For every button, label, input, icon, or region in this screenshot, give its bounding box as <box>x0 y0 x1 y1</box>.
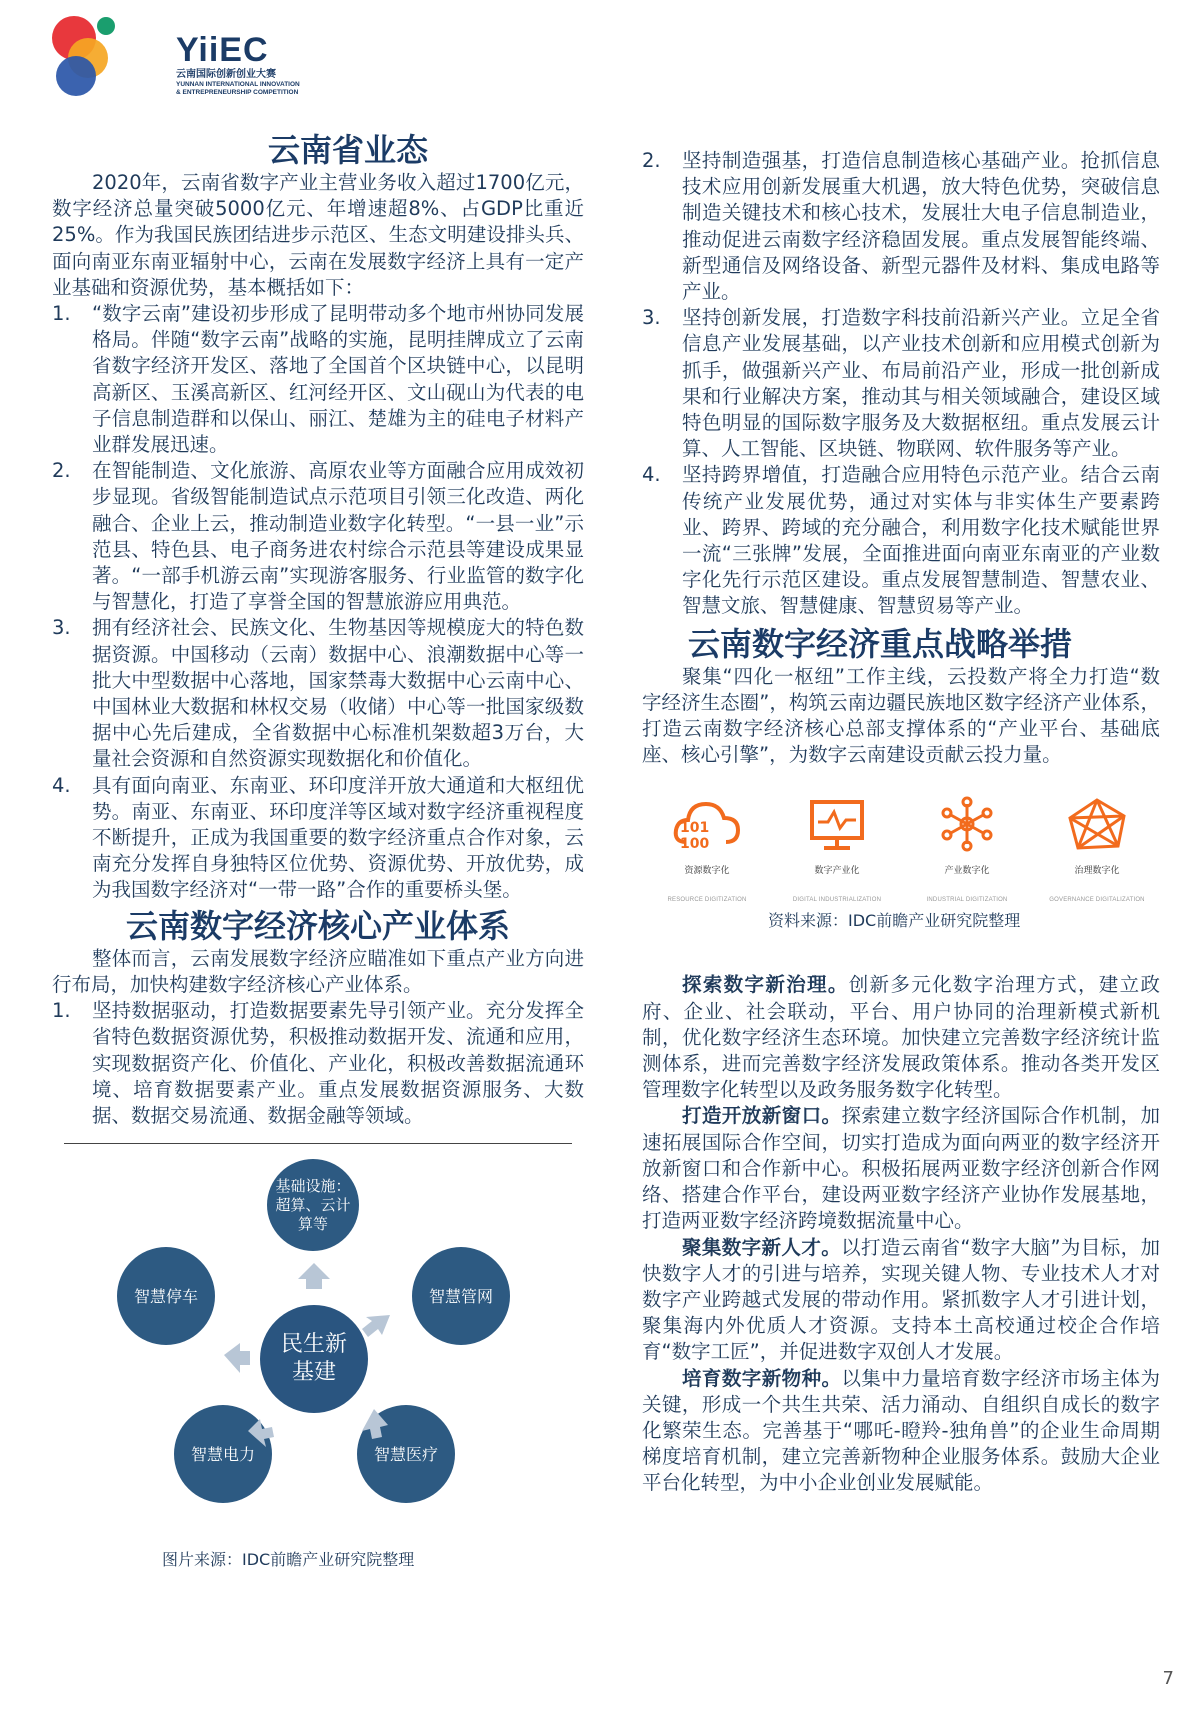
section2-list <box>52 998 584 1129</box>
measure-paragraph: 打造开放新窗口。探索建立数字经济国际合作机制，加速拓展国际合作空间，切实打造成为面向两亚的数字经济开放新窗口和合作新中心。积极拓展两亚数字经济创新合作网络、搭建合作平台，建设两亚数字经济产业协作发展基地，打造两亚数字经济跨境数据流量中心。 <box>642 1104 1160 1233</box>
arrow-upright-icon <box>362 1315 390 1337</box>
section2-intro: 整体而言，云南发展数字经济应瞄准如下重点产业方向进行布局，加快构建数字经济核心产业体系。 <box>52 946 584 996</box>
icons-source: 资料来源：IDC前瞻产业研究院整理 <box>768 911 1021 931</box>
logo-mark-icon <box>48 14 128 100</box>
logo-cn-name: 云南国际创新创业大赛 <box>176 69 276 80</box>
list-item: 3. 坚持创新发展，打造数字科技前沿新兴产业。立足全省信息产业发展基础，以产业技术创新和应用模式创新为抓手，做强新兴产业、布局前沿产业，形成一批创新成果和行业解决方案，推动其与相关领域融合，建设区域特色明显的国际数字服务及大数据枢纽。重点发展云计算、人工智能、区块链、物联网、软件服务等产业。 <box>642 306 1160 461</box>
diagram-node-pipe-network: 智慧管网 <box>412 1247 510 1345</box>
arrow-downleft-icon <box>248 1419 274 1447</box>
icon-item-governance <box>1032 796 1162 912</box>
arrow-downright-icon <box>362 1409 388 1439</box>
list-item: 2. 坚持制造强基，打造信息制造核心基础产业。抢抓信息技术应用创新发展重大机遇，放大特色优势，突破信息制造关键技术和核心技术，发展壮大电子信息制造业，推动促进云南数字经济稳固发展。重点发展智能终端、新型通信及网络设备、新型元器件及材料、集成电路等产业。 <box>642 149 1160 304</box>
measure-paragraph: 探索数字新治理。创新多元化数字治理方式，建立政府、企业、社会联动，平台、用户协同的治理新模式新机制，优化数字经济生态环境。加快建立完善数字经济统计监测体系，进而完善数字经济发展政策体系。推动各类开发区管理数字化转型以及政务服务数字化转型。 <box>642 973 1160 1102</box>
icon-item-industry-digital <box>902 796 1032 912</box>
diagram-node-parking: 智慧停车 <box>117 1247 215 1345</box>
logo-text <box>176 32 306 97</box>
diagram-node-healthcare: 智慧医疗 <box>357 1405 455 1503</box>
list-item: 4. 坚持跨界增值，打造融合应用特色示范产业。结合云南传统产业发展优势，通过对实体与非实体生产要素跨业、跨界、跨域的充分融合，利用数字化技术赋能世界一流“三张牌”发展，全面推进面向南亚东南亚的产业数字化先行示范区建设。重点发展智慧制造、智慧农业、智慧文旅、智慧健康、智慧贸易等产业。 <box>642 463 1160 618</box>
left-column <box>52 130 584 1577</box>
list-item: 3. 拥有经济社会、民族文化、生物基因等规模庞大的特色数据资源。中国移动（云南）数据中心、浪潮数据中心等一批大中型数据中心落地，国家禁毒大数据中心云南中心、中国林业大数据和林权交易（收储）中心等一批国家级数据中心先后建成，全省数据中心标准机架数超3万台，大量社会资源和自然资源实现数据化和价值化。 <box>52 616 584 771</box>
icon-label-en: GOVERNANCE DIGITALIZATION <box>1049 896 1145 903</box>
list-item: 2. 在智能制造、文化旅游、高原农业等方面融合应用成效初步显现。省级智能制造试点示范项目引领三化改造、两化融合、企业上云，推动制造业数字化转型。“一县一业”示范县、特色县、电子商务进农村综合示范县等建设成果显著。“一部手机游云南”实现游客服务、行业监管的数字化与智慧化，打造了享誉全国的智慧旅游应用典范。 <box>52 459 584 614</box>
icon-label-en: DIGITAL INDUSTRIALIZATION <box>792 896 882 903</box>
section-title-yunnan-industry: 云南省业态 <box>267 131 428 169</box>
section-title-strategy: 云南数字经济重点战略举措 <box>688 624 1073 663</box>
page-number: 7 <box>1162 1668 1174 1689</box>
list-item: 1. 坚持数据驱动，打造数据要素先导引领产业。充分发挥全省特色数据资源优势，积极推动数据开发、流通和应用，实现数据资产化、价值化、产业化，积极改善数据流通环境、培育数据要素产业。重点发展数据资源服务、大数据、数据交易流通、数据金融等领域。 <box>52 999 584 1127</box>
icon-label-cn: 治理数字化 <box>1074 866 1120 877</box>
diagram-node-infrastructure: 基础设施：超算、云计算等 <box>267 1159 359 1251</box>
section2-list-continued <box>642 148 1160 620</box>
diagram-arrows <box>52 1137 584 1577</box>
icon-label-en: RESOURCE DIGITIZATION <box>667 896 747 903</box>
logo-brand: YiiEC <box>176 31 269 69</box>
icon-label-cn: 资源数字化 <box>684 866 730 877</box>
infrastructure-diagram <box>52 1137 584 1577</box>
arrow-left-icon <box>224 1343 250 1373</box>
diagram-center-node: 民生新基建 <box>260 1305 368 1413</box>
right-column <box>642 148 1160 1497</box>
diagram-node-power: 智慧电力 <box>174 1405 272 1503</box>
list-item: 1. “数字云南”建设初步形成了昆明带动多个地市州协同发展格局。伴随“数字云南”战略的实施，昆明挂牌成立了云南省数字经济开发区、落地了全国首个区块链中心，以昆明高新区、玉溪高新区、红河经开区、文山砚山为代表的电子信息制造群和以保山、丽江、楚雄为主的硅电子材料产业群发展迅速。 <box>52 302 584 457</box>
data-resource-icon <box>672 796 742 852</box>
governance-icon <box>1062 796 1132 852</box>
icon-label-en: INDUSTRIAL DIGITIZATION <box>926 896 1008 903</box>
svg-text:101: 101 <box>680 820 710 837</box>
section1-list <box>52 301 584 904</box>
icon-label-cn: 产业数字化 <box>944 866 990 877</box>
measure-paragraph: 培育数字新物种。以集中力量培育数字经济市场主体为关键，形成一个共生共荣、活力涌动、自组织自成长的数字化繁荣生态。完善基于“哪吒-瞪羚-独角兽”的企业生命周期梯度培育机制，建立完善新物种企业服务体系。鼓励大企业平台化转型，为中小企业创业发展赋能。 <box>642 1366 1160 1495</box>
arrow-up-icon <box>298 1263 330 1289</box>
logo-en-name: YUNNAN INTERNATIONAL INNOVATION & ENTREPRENEURSHIP COMPETITION <box>176 81 300 96</box>
svg-text:100: 100 <box>680 836 710 853</box>
industry-digital-icon <box>932 796 1002 852</box>
icon-label-cn: 数字产业化 <box>814 866 860 877</box>
measure-paragraph: 聚集数字新人才。以打造云南省“数字大脑”为目标，加快数字人才的引进与培养，实现关键人物、专业技术人才对数字产业跨越式发展的带动作用。紧抓数字人才引进计划，聚集海内外优质人才资源。支持本土高校通过校企合作培育“数字工匠”，并促进数字双创人才发展。 <box>642 1235 1160 1364</box>
section-title-core-industry: 云南数字经济核心产业体系 <box>125 906 510 945</box>
measures-list <box>642 972 1160 1496</box>
icon-item-resource <box>642 796 772 912</box>
section3-intro: 聚集“四化一枢纽”工作主线，云投数产将全力打造“数字经济生态圈”，构筑云南边疆民族地区数字经济产业体系，打造云南数字经济核心总部支撑体系的“产业平台、基础底座、核心引擎”，为数字云南建设贡献云投力量。 <box>642 664 1160 767</box>
icon-item-digital-industry <box>772 796 902 912</box>
digitization-icons <box>642 796 1160 946</box>
list-item: 4. 具有面向南亚、东南亚、环印度洋开放大通道和大枢纽优势。南亚、东南亚、环印度洋等区域对数字经济重视程度不断提升，正成为我国重要的数字经济重点合作对象，云南充分发挥自身独特区位优势、资源优势、开放优势，成为我国数字经济对“一带一路”合作的重要桥头堡。 <box>52 773 584 902</box>
digital-industry-icon <box>802 796 872 852</box>
section1-intro: 2020年，云南省数字产业主营业务收入超过1700亿元，数字经济总量突破5000亿元、年增速超8%、占GDP比重近25%。作为我国民族团结进步示范区、生态文明建设排头兵、面向南亚东南亚辐射中心，云南在发展数字经济上具有一定产业基础和资源优势，基本概括如下： <box>52 171 584 299</box>
diagram-caption: 图片来源：IDC前瞻产业研究院整理 <box>162 1550 415 1570</box>
brand-logo <box>48 14 300 104</box>
